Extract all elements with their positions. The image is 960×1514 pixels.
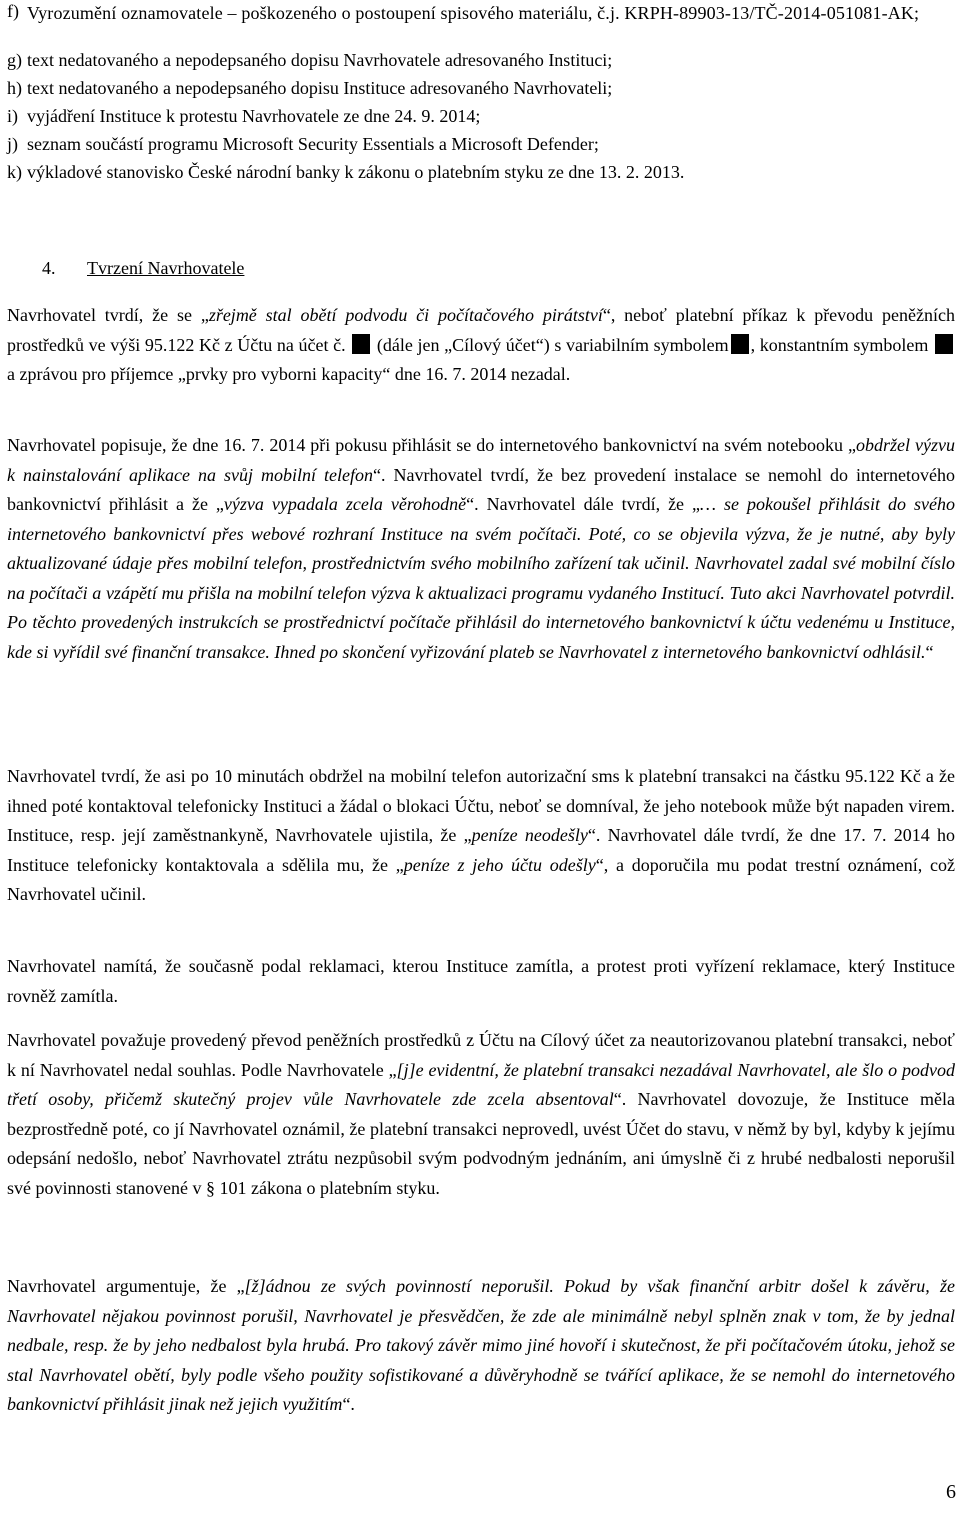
- quote-italic: peníze z jeho účtu odešly: [403, 854, 596, 875]
- text-run: “, neboť platební příkaz k převodu peněžních prostředků ve výši 95.122 Kč z Účtu na účet č.: [7, 305, 955, 355]
- list-letter: k): [7, 162, 22, 182]
- list-letter: j): [7, 134, 18, 154]
- text-run: Navrhovatel tvrdí, že asi po 10 minutách obdržel na mobilní telefon autorizační sms k platební transakci na částku 95.122 Kč a že ihned poté kontaktoval telefonicky Instituci a žádal o blokaci Účtu, neboť se domníval, že jeho notebook může být napaden virem. Instituce, resp. její zaměstnankyně, Navrhovatele ujistila, že „: [7, 766, 955, 845]
- paragraph-description: [7, 431, 955, 667]
- quote-italic: peníze neodešly: [471, 825, 588, 845]
- list-letter: g): [7, 50, 22, 70]
- text-run: (dále jen „Cílový účet“) s variabilním symbolem: [376, 334, 729, 355]
- list-text: vyjádření Instituce k protestu Navrhovatele ze dne 24. 9. 2014;: [27, 106, 481, 126]
- paragraph-complaint: [7, 952, 955, 1011]
- text-run: Navrhovatel popisuje, že dne 16. 7. 2014 při pokusu přihlásit se do internetového bankovnictví na svém notebooku „: [7, 435, 857, 455]
- paragraph-claim: [7, 301, 955, 390]
- text-run: “: [925, 641, 934, 662]
- list-text: seznam součástí programu Microsoft Security Essentials a Microsoft Defender;: [27, 134, 599, 154]
- text-run: a zprávou pro příjemce „prvky pro vyborni kapacity“ dne 16. 7. 2014 nezadal.: [7, 364, 571, 384]
- list-text: výkladové stanovisko České národní banky k zákonu o platebním styku ze dne 13. 2. 2013.: [27, 162, 685, 182]
- list-text: text nedatovaného a nepodepsaného dopisu Instituce adresovaného Navrhovateli;: [27, 78, 613, 98]
- quote-italic: [ž]ádnou ze svých povinností neporušil. Pokud by však finanční arbitr došel k závěru, že Navrhovatel nějakou povinnost porušil, Navrhovatel je přesvědčen, že zde ale minimálně nebyl splněn znak v tom, že by jednal nedbale, resp. že by jeho nedbalost byla hrubá. Pro takový závěr mimo jiné hovoří i skutečnost, že při počítačovém útoku, jehož se stal Navrhovatel obětí, byly podle všeho použity sofistikované a důvěryhodně se tvářící aplikace, že se nemohl do internetového bankovnictví přihlásit jinak než jejich využitím: [7, 1276, 955, 1414]
- section-heading: [42, 254, 244, 282]
- paragraph-sms: [7, 762, 955, 910]
- list-letter: h): [7, 78, 22, 98]
- list-item: [7, 102, 955, 130]
- paragraph-unauthorized: [7, 1026, 955, 1203]
- quote-italic: výzva vypadala zcela věrohodně: [223, 494, 467, 514]
- text-run: “. Navrhovatel tvrdí, že bez provedení instalace se nemohl do internetového bankovnictví přihlásit a že „: [7, 464, 956, 514]
- text-run: “. Navrhovatel dovozuje, že Instituce měla bezprostředně poté, co jí Navrhovatel oznámil, že platební transakci neprovedl, uvést Účet do stavu, v němž by byl, kdyby k jejímu odepsání nedošlo, neboť Navrhovatel ztrátu nezpůsobil svým podvodným jednáním, ani úmyslně či z hrubé nedbalosti neporušil své povinnosti stanovené v § 101 zákona o platebním styku.: [7, 1089, 955, 1198]
- text-run: Navrhovatel tvrdí, že se „: [7, 305, 209, 325]
- section-number: 4.: [42, 258, 56, 278]
- list-letter: f): [7, 1, 19, 21]
- section-title: Tvrzení Navrhovatele: [87, 258, 245, 278]
- quote-italic: zřejmě stal obětí podvodu či počítačového pirátství: [208, 305, 603, 325]
- list-item: [7, 46, 955, 74]
- redaction-block: [352, 334, 370, 354]
- text-run: Navrhovatel argumentuje, že „: [7, 1276, 245, 1296]
- redaction-block: [731, 334, 749, 354]
- redaction-block: [935, 334, 953, 354]
- list-item: [7, 130, 955, 158]
- paragraph-argument: [7, 1272, 955, 1420]
- text-run: “. Navrhovatel dále tvrdí, že dne 17. 7. 2014 ho Instituce telefonicky kontaktovala a sdělila mu, že „: [7, 825, 955, 875]
- list-text: Vyrozumění oznamovatele – poškozeného o postoupení spisového materiálu, č.j. KRPH-89903-13/TČ-2014-051081-AK;: [27, 3, 920, 23]
- text-run: , konstantním symbolem: [750, 334, 929, 355]
- list-item: [7, 158, 955, 186]
- text-run: Navrhovatel považuje provedený převod peněžních prostředků z Účtu na Cílový účet za neautorizovanou platební transakci, neboť k ní Navrhovatel nedal souhlas. Podle Navrhovatele „: [7, 1030, 955, 1080]
- text-run: “. Navrhovatel dále tvrdí, že „: [466, 494, 701, 514]
- quote-italic: [j]e evidentní, že platební transakci nezadával Navrhovatel, ale šlo o podvod třetí osoby, přičemž skutečný projev vůle Navrhovatele zde zcela absentoval: [7, 1059, 955, 1109]
- attachment-list: [7, 0, 955, 186]
- text-run: Navrhovatel namítá, že současně podal reklamaci, kterou Instituce zamítla, a protest proti vyřízení reklamace, který Instituce rovněž zamítla.: [7, 956, 955, 1006]
- list-item: [7, 0, 955, 46]
- quote-italic: … se pokoušel přihlásit do svého internetového bankovnictví přes webové rozhraní Instituce na svém počítači. Poté, co se objevila výzva, že je nutné, aby byly aktualizované údaje přes mobilní telefon, prostřednictvím svého mobilního zařízení tak učinil. Navrhovatel zadal své mobilní číslo na počítači a vzápětí mu přišla na mobilní telefon výzva k aktualizaci programu vydaného Institucí. Tuto akci Navrhovatel potvrdil. Po těchto provedených instrukcích se prostřednictví počítače přihlásil do internetového bankovnictví k účtu vedenému u Instituce, kde si vyřídil své finanční transakce. Ihned po skončení vyřizování plateb se Navrhovatel z internetového bankovnictví odhlásil.: [7, 494, 955, 662]
- list-item: [7, 74, 955, 102]
- page-number: 6: [946, 1481, 956, 1503]
- list-text: text nedatovaného a nepodepsaného dopisu Navrhovatele adresovaného Instituci;: [27, 50, 613, 70]
- text-run: “, a doporučila mu podat trestní oznámení, což Navrhovatel učinil.: [7, 854, 955, 904]
- quote-italic: obdržel výzvu k nainstalování aplikace na svůj mobilní telefon: [7, 435, 955, 485]
- text-run: “.: [342, 1394, 355, 1414]
- list-letter: i): [7, 106, 18, 126]
